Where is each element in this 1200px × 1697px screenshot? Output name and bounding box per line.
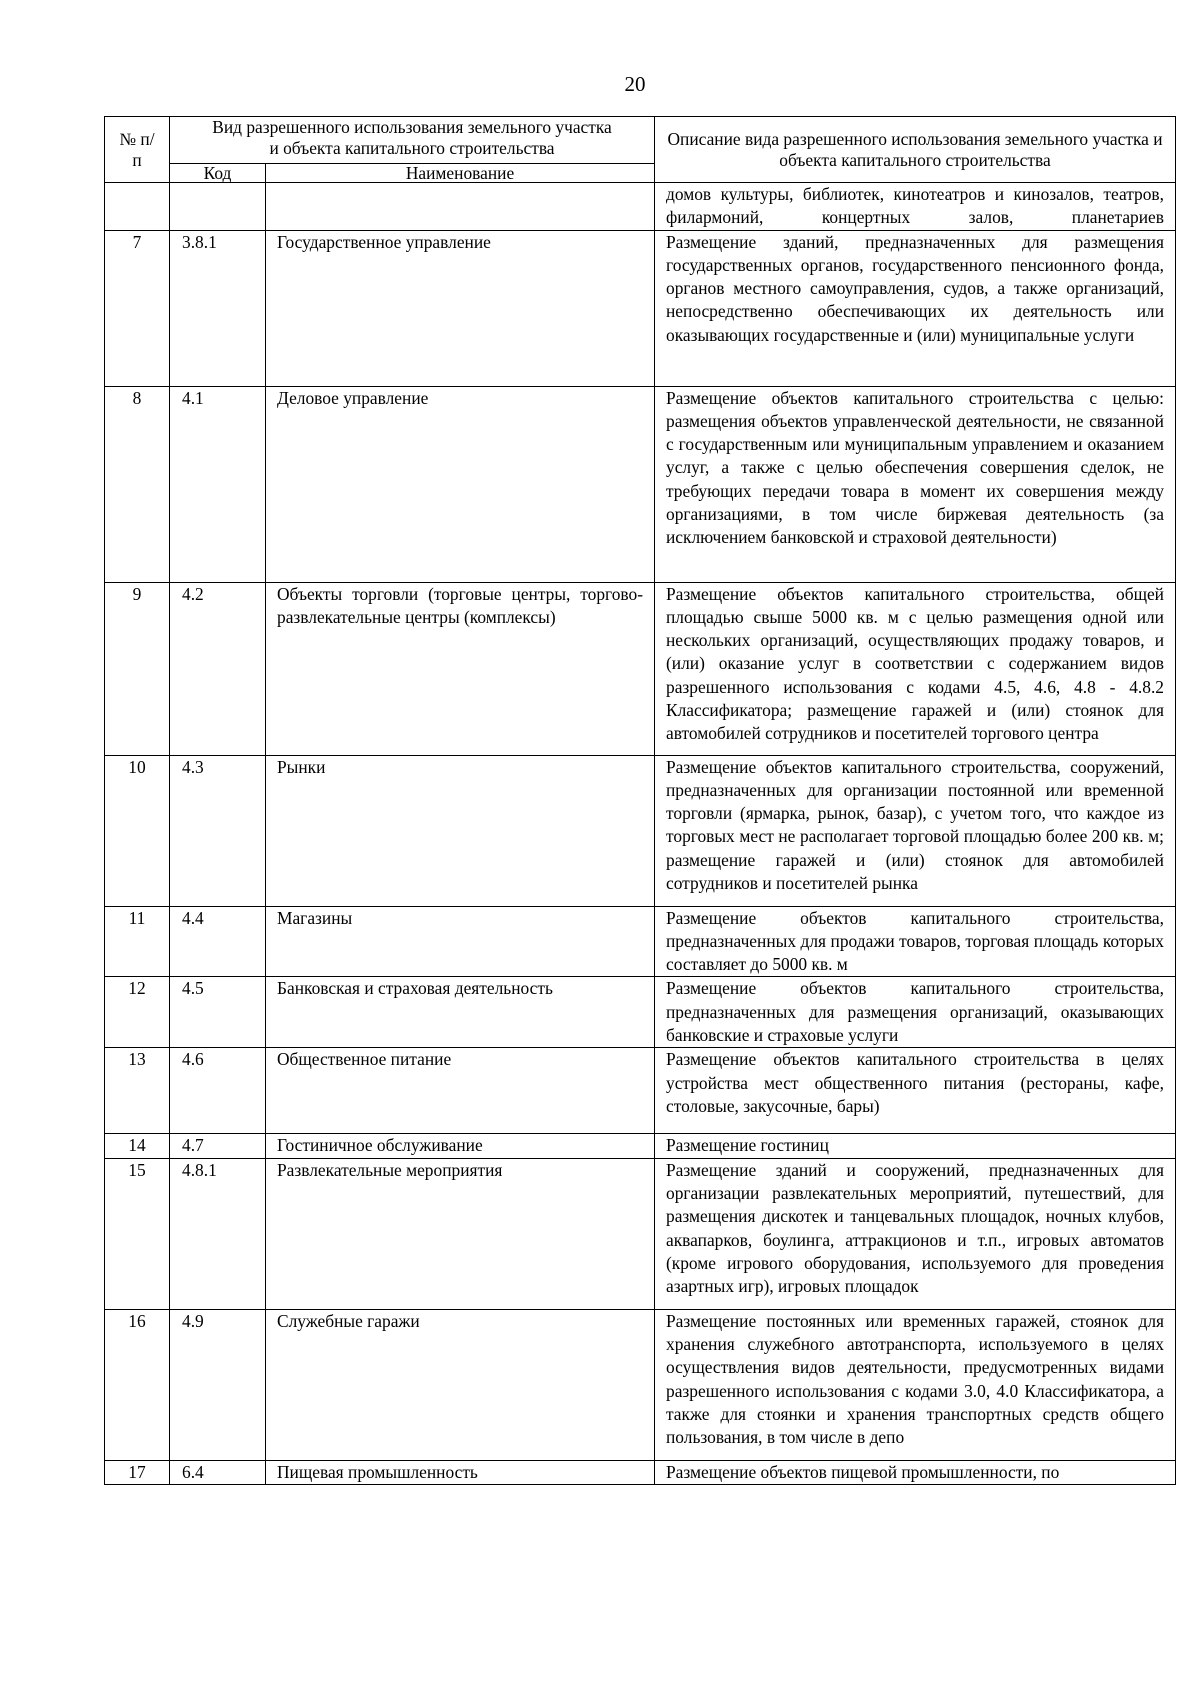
table-row bbox=[105, 906, 1176, 977]
header-name: Наименование bbox=[266, 164, 655, 183]
header-code: Код bbox=[170, 164, 266, 183]
row-code: 4.4 bbox=[170, 906, 266, 977]
continuation-row bbox=[105, 183, 1176, 231]
row-name: Общественное питание bbox=[266, 1048, 655, 1134]
row-description: Размещение объектов капитального строительства с целью: размещения объектов управленческой деятельности, не связанной с государственным или муниципальным управлением и оказанием услуг, а также с целью обеспечения совершения сделок, не требующих передачи товара в момент их совершения между организациями, в том числе биржевая деятельность (за исключением банковской и страховой деятельности) bbox=[655, 386, 1176, 582]
header-group: Вид разрешенного использования земельного участка и объекта капитального строительства bbox=[170, 117, 655, 164]
row-num: 16 bbox=[105, 1309, 170, 1460]
row-name: Рынки bbox=[266, 755, 655, 906]
table-row bbox=[105, 1048, 1176, 1134]
continuation-num bbox=[105, 183, 170, 231]
row-num: 8 bbox=[105, 386, 170, 582]
row-num: 9 bbox=[105, 582, 170, 755]
table-row bbox=[105, 230, 1176, 386]
table-row bbox=[105, 977, 1176, 1048]
row-description: Размещение объектов капитального строительства, предназначенных для размещения организаций, оказывающих банковские и страховые услуги bbox=[655, 977, 1176, 1048]
table-row bbox=[105, 386, 1176, 582]
row-code: 3.8.1 bbox=[170, 230, 266, 386]
row-name: Магазины bbox=[266, 906, 655, 977]
row-code: 4.7 bbox=[170, 1134, 266, 1158]
continuation-code bbox=[170, 183, 266, 231]
row-num: 13 bbox=[105, 1048, 170, 1134]
row-num: 15 bbox=[105, 1158, 170, 1309]
row-description: Размещение объектов капитального строительства, сооружений, предназначенных для организации постоянной или временной торговли (ярмарка, рынок, базар), с учетом того, что каждое из торговых мест не располагает торговой площадью более 200 кв. м; размещение гаражей и (или) стоянок для автомобилей сотрудников и посетителей рынка bbox=[655, 755, 1176, 906]
row-name: Банковская и страховая деятельность bbox=[266, 977, 655, 1048]
row-code: 4.9 bbox=[170, 1309, 266, 1460]
row-description: Размещение гостиниц bbox=[655, 1134, 1176, 1158]
row-code: 4.8.1 bbox=[170, 1158, 266, 1309]
row-name: Служебные гаражи bbox=[266, 1309, 655, 1460]
table-row bbox=[105, 755, 1176, 906]
table-row bbox=[105, 1309, 1176, 1460]
row-code: 6.4 bbox=[170, 1460, 266, 1484]
row-num: 7 bbox=[105, 230, 170, 386]
continuation-name bbox=[266, 183, 655, 231]
row-name: Развлекательные мероприятия bbox=[266, 1158, 655, 1309]
table-row bbox=[105, 1134, 1176, 1158]
row-description: Размещение объектов капитального строительства, общей площадью свыше 5000 кв. м с целью размещения одной или нескольких организаций, осуществляющих продажу товаров, и (или) оказание услуг в соответствии с содержанием видов разрешенного использования с кодами 4.5, 4.6, 4.8 - 4.8.2 Классификатора; размещение гаражей и (или) стоянок для автомобилей сотрудников и посетителей торгового центра bbox=[655, 582, 1176, 755]
page-number: 20 bbox=[624, 72, 646, 96]
row-code: 4.3 bbox=[170, 755, 266, 906]
row-name: Гостиничное обслуживание bbox=[266, 1134, 655, 1158]
row-num: 12 bbox=[105, 977, 170, 1048]
row-name: Пищевая промышленность bbox=[266, 1460, 655, 1484]
header-description: Описание вида разрешенного использования земельного участка и объекта капитального строительства bbox=[655, 117, 1176, 183]
row-num: 14 bbox=[105, 1134, 170, 1158]
row-name: Деловое управление bbox=[266, 386, 655, 582]
row-description: Размещение объектов капитального строительства, предназначенных для продажи товаров, торговая площадь которых составляет до 5000 кв. м bbox=[655, 906, 1176, 977]
row-name: Государственное управление bbox=[266, 230, 655, 386]
row-num: 10 bbox=[105, 755, 170, 906]
header-num: № п/п bbox=[105, 117, 170, 183]
row-description: Размещение объектов капитального строительства в целях устройства мест общественного питания (рестораны, кафе, столовые, закусочные, бары) bbox=[655, 1048, 1176, 1134]
row-code: 4.2 bbox=[170, 582, 266, 755]
land-use-table bbox=[104, 116, 1176, 1485]
row-description: Размещение зданий и сооружений, предназначенных для организации развлекательных мероприятий, путешествий, для размещения дискотек и танцевальных площадок, ночных клубов, аквапарков, боулинга, аттракционов и т.п., игровых автоматов (кроме игрового оборудования, используемого для проведения азартных игр), игровых площадок bbox=[655, 1158, 1176, 1309]
table-header-row bbox=[105, 117, 1176, 164]
row-code: 4.6 bbox=[170, 1048, 266, 1134]
table-row bbox=[105, 1460, 1176, 1484]
row-description: Размещение объектов пищевой промышленности, по bbox=[655, 1460, 1176, 1484]
row-code: 4.1 bbox=[170, 386, 266, 582]
row-description: Размещение постоянных или временных гаражей, стоянок для хранения служебного автотранспорта, используемого в целях осуществления видов деятельности, предусмотренных видами разрешенного использования с кодами 3.0, 4.0 Классификатора, а также для стоянки и хранения транспортных средств общего пользования, в том числе в депо bbox=[655, 1309, 1176, 1460]
row-num: 11 bbox=[105, 906, 170, 977]
table-row bbox=[105, 582, 1176, 755]
continuation-description: домов культуры, библиотек, кинотеатров и кинозалов, театров, филармоний, концертных залов, планетариев bbox=[655, 183, 1176, 231]
row-code: 4.5 bbox=[170, 977, 266, 1048]
table-row bbox=[105, 1158, 1176, 1309]
row-name: Объекты торговли (торговые центры, торгово-развлекательные центры (комплексы) bbox=[266, 582, 655, 755]
row-description: Размещение зданий, предназначенных для размещения государственных органов, государственного пенсионного фонда, органов местного самоуправления, судов, а также организаций, непосредственно обеспечивающих их деятельность или оказывающих государственные и (или) муниципальные услуги bbox=[655, 230, 1176, 386]
row-num: 17 bbox=[105, 1460, 170, 1484]
